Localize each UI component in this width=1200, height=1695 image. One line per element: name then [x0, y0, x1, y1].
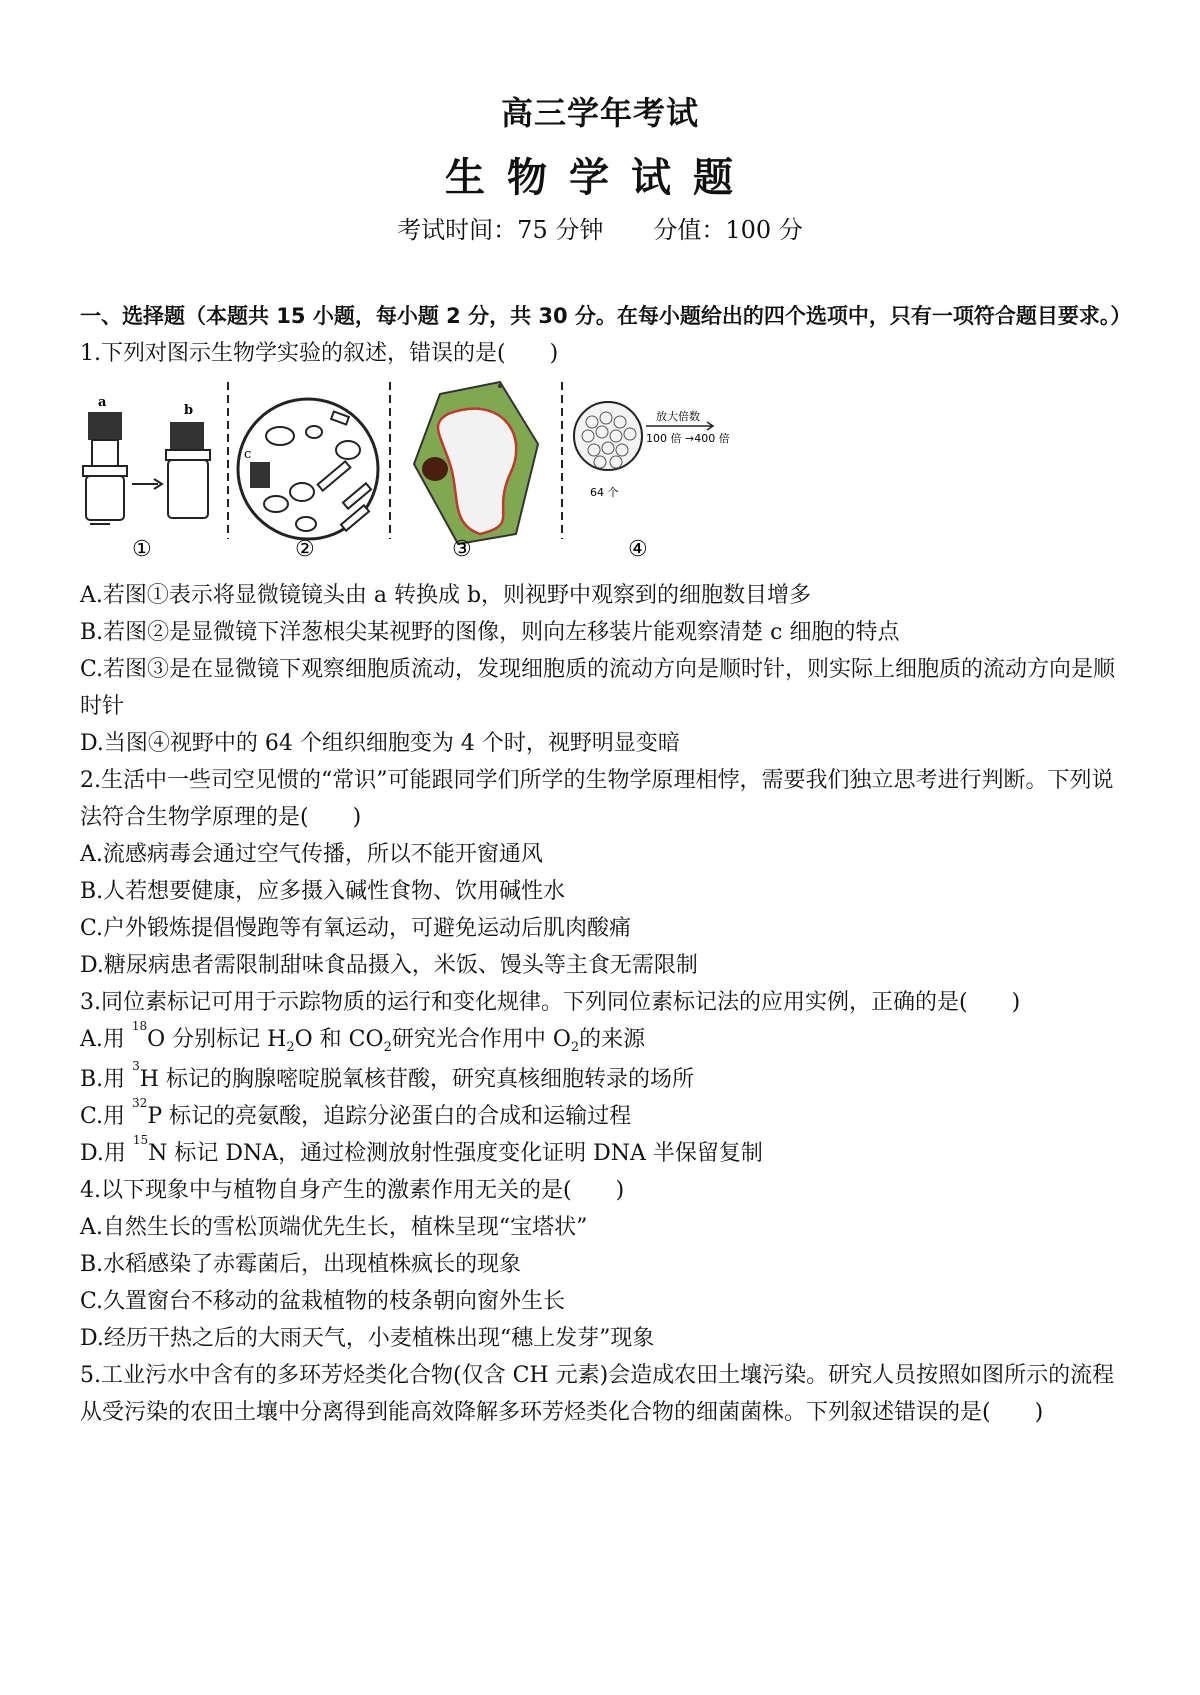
lens-b-label: b [184, 403, 194, 418]
figure-label-4: ④ [628, 537, 648, 562]
question-4-stem: 4.以下现象中与植物自身产生的激素作用无关的是( ) [80, 1178, 625, 1203]
magnification-title: 放大倍数 [656, 410, 700, 423]
question-1-option-b: B.若图②是显微镜下洋葱根尖某视野的图像，则向左移装片能观察清楚 c 细胞的特点 [80, 620, 900, 645]
figure-label-1: ① [132, 537, 152, 562]
question-2-option-b: B.人若想要健康，应多摄入碱性食物、饮用碱性水 [80, 879, 566, 904]
root-tip-field [238, 399, 378, 539]
question-3-option-a: A.用 $^{18}$O 分别标记 $H_2O$ 和 $CO_2$研究光合作用中 $O_2$的来源 [80, 1019, 646, 1055]
question-2-stem: 2.生活中一些司空见惯的“常识”可能跟同学们所学的生物学原理相悖，需要我们独立思考进行判断。下列说法符合生物学原理的是( ) [80, 768, 1114, 830]
question-4-option-a: A.自然生长的雪松顶端优先生长，植株呈现“宝塔状” [80, 1215, 588, 1240]
cell-field [574, 402, 730, 499]
cell-c-label: c [244, 447, 252, 462]
magnification-values: 100 倍 →400 倍 [646, 432, 730, 445]
exam-score: 分值：100 分 [653, 216, 803, 244]
question-2-option-d: D.糖尿病患者需限制甜味食品摄入，米饭、馒头等主食无需限制 [80, 953, 698, 978]
cell-count-label: 64 个 [590, 486, 619, 499]
question-1-stem: 1.下列对图示生物学实验的叙述，错误的是( ) [80, 341, 559, 366]
exam-meta [0, 210, 1200, 245]
question-5-stem: 5.工业污水中含有的多环芳烃类化合物(仅含 CH 元素)会造成农田土壤污染。研究人员按照如图所示的流程从受污染的农田土壤中分离得到能高效降解多环芳烃类化合物的细菌菌株。下列叙述错误的是( ) [80, 1363, 1115, 1425]
subject-title: 生物学试题 [445, 154, 755, 201]
question-1-option-d: D.当图④视野中的 64 个组织细胞变为 4 个时，视野明显变暗 [80, 731, 680, 756]
section-heading: 一、选择题（本题共 15 小题，每小题 2 分，共 30 分。在每小题给出的四个选项中，只有一项符合题目要求。） [80, 304, 1132, 328]
question-4-option-c: C.久置窗台不移动的盆栽植物的枝条朝向窗外生长 [80, 1289, 566, 1314]
figure-label-2: ② [295, 537, 315, 562]
figure-label-3: ③ [452, 537, 472, 562]
microscope-figure [80, 374, 730, 569]
question-1-figure [80, 374, 1125, 569]
question-4-option-d: D.经历干热之后的大雨天气，小麦植株出现“穗上发芽”现象 [80, 1326, 655, 1351]
exam-time: 考试时间：75 分钟 [397, 216, 604, 244]
objective-lens-b [166, 403, 210, 518]
lens-a-label: a [98, 395, 107, 410]
question-1-option-c: C.若图③是在显微镜下观察细胞质流动，发现细胞质的流动方向是顺时针，则实际上细胞质的流动方向是顺时针 [80, 657, 1116, 719]
question-3-option-c: C.用 $^{32}$P 标记的亮氨酸，追踪分泌蛋白的合成和运输过程 [80, 1096, 632, 1129]
question-1-option-a: A.若图①表示将显微镜镜头由 a 转换成 b，则视野中观察到的细胞数目增多 [80, 583, 812, 608]
question-3-option-b: B.用 $^3$H 标记的胸腺嘧啶脱氧核苷酸，研究真核细胞转录的场所 [80, 1059, 694, 1092]
question-4-option-b: B.水稻感染了赤霉菌后，出现植株疯长的现象 [80, 1252, 522, 1277]
question-3-stem: 3.同位素标记可用于示踪物质的运行和变化规律。下列同位素标记法的应用实例，正确的是( ) [80, 990, 1021, 1015]
objective-lens-a [83, 395, 127, 520]
exam-name: 高三学年考试 [500, 94, 699, 132]
question-3-option-d: D.用 $^{15}$N 标记 DNA，通过检测放射性强度变化证明 DNA 半保留复制 [80, 1133, 763, 1166]
question-2-option-a: A.流感病毒会通过空气传播，所以不能开窗通风 [80, 842, 543, 867]
question-2-option-c: C.户外锻炼提倡慢跑等有氧运动，可避免运动后肌肉酸痛 [80, 916, 632, 941]
exam-body [80, 298, 1132, 1431]
plant-cell [414, 382, 538, 544]
